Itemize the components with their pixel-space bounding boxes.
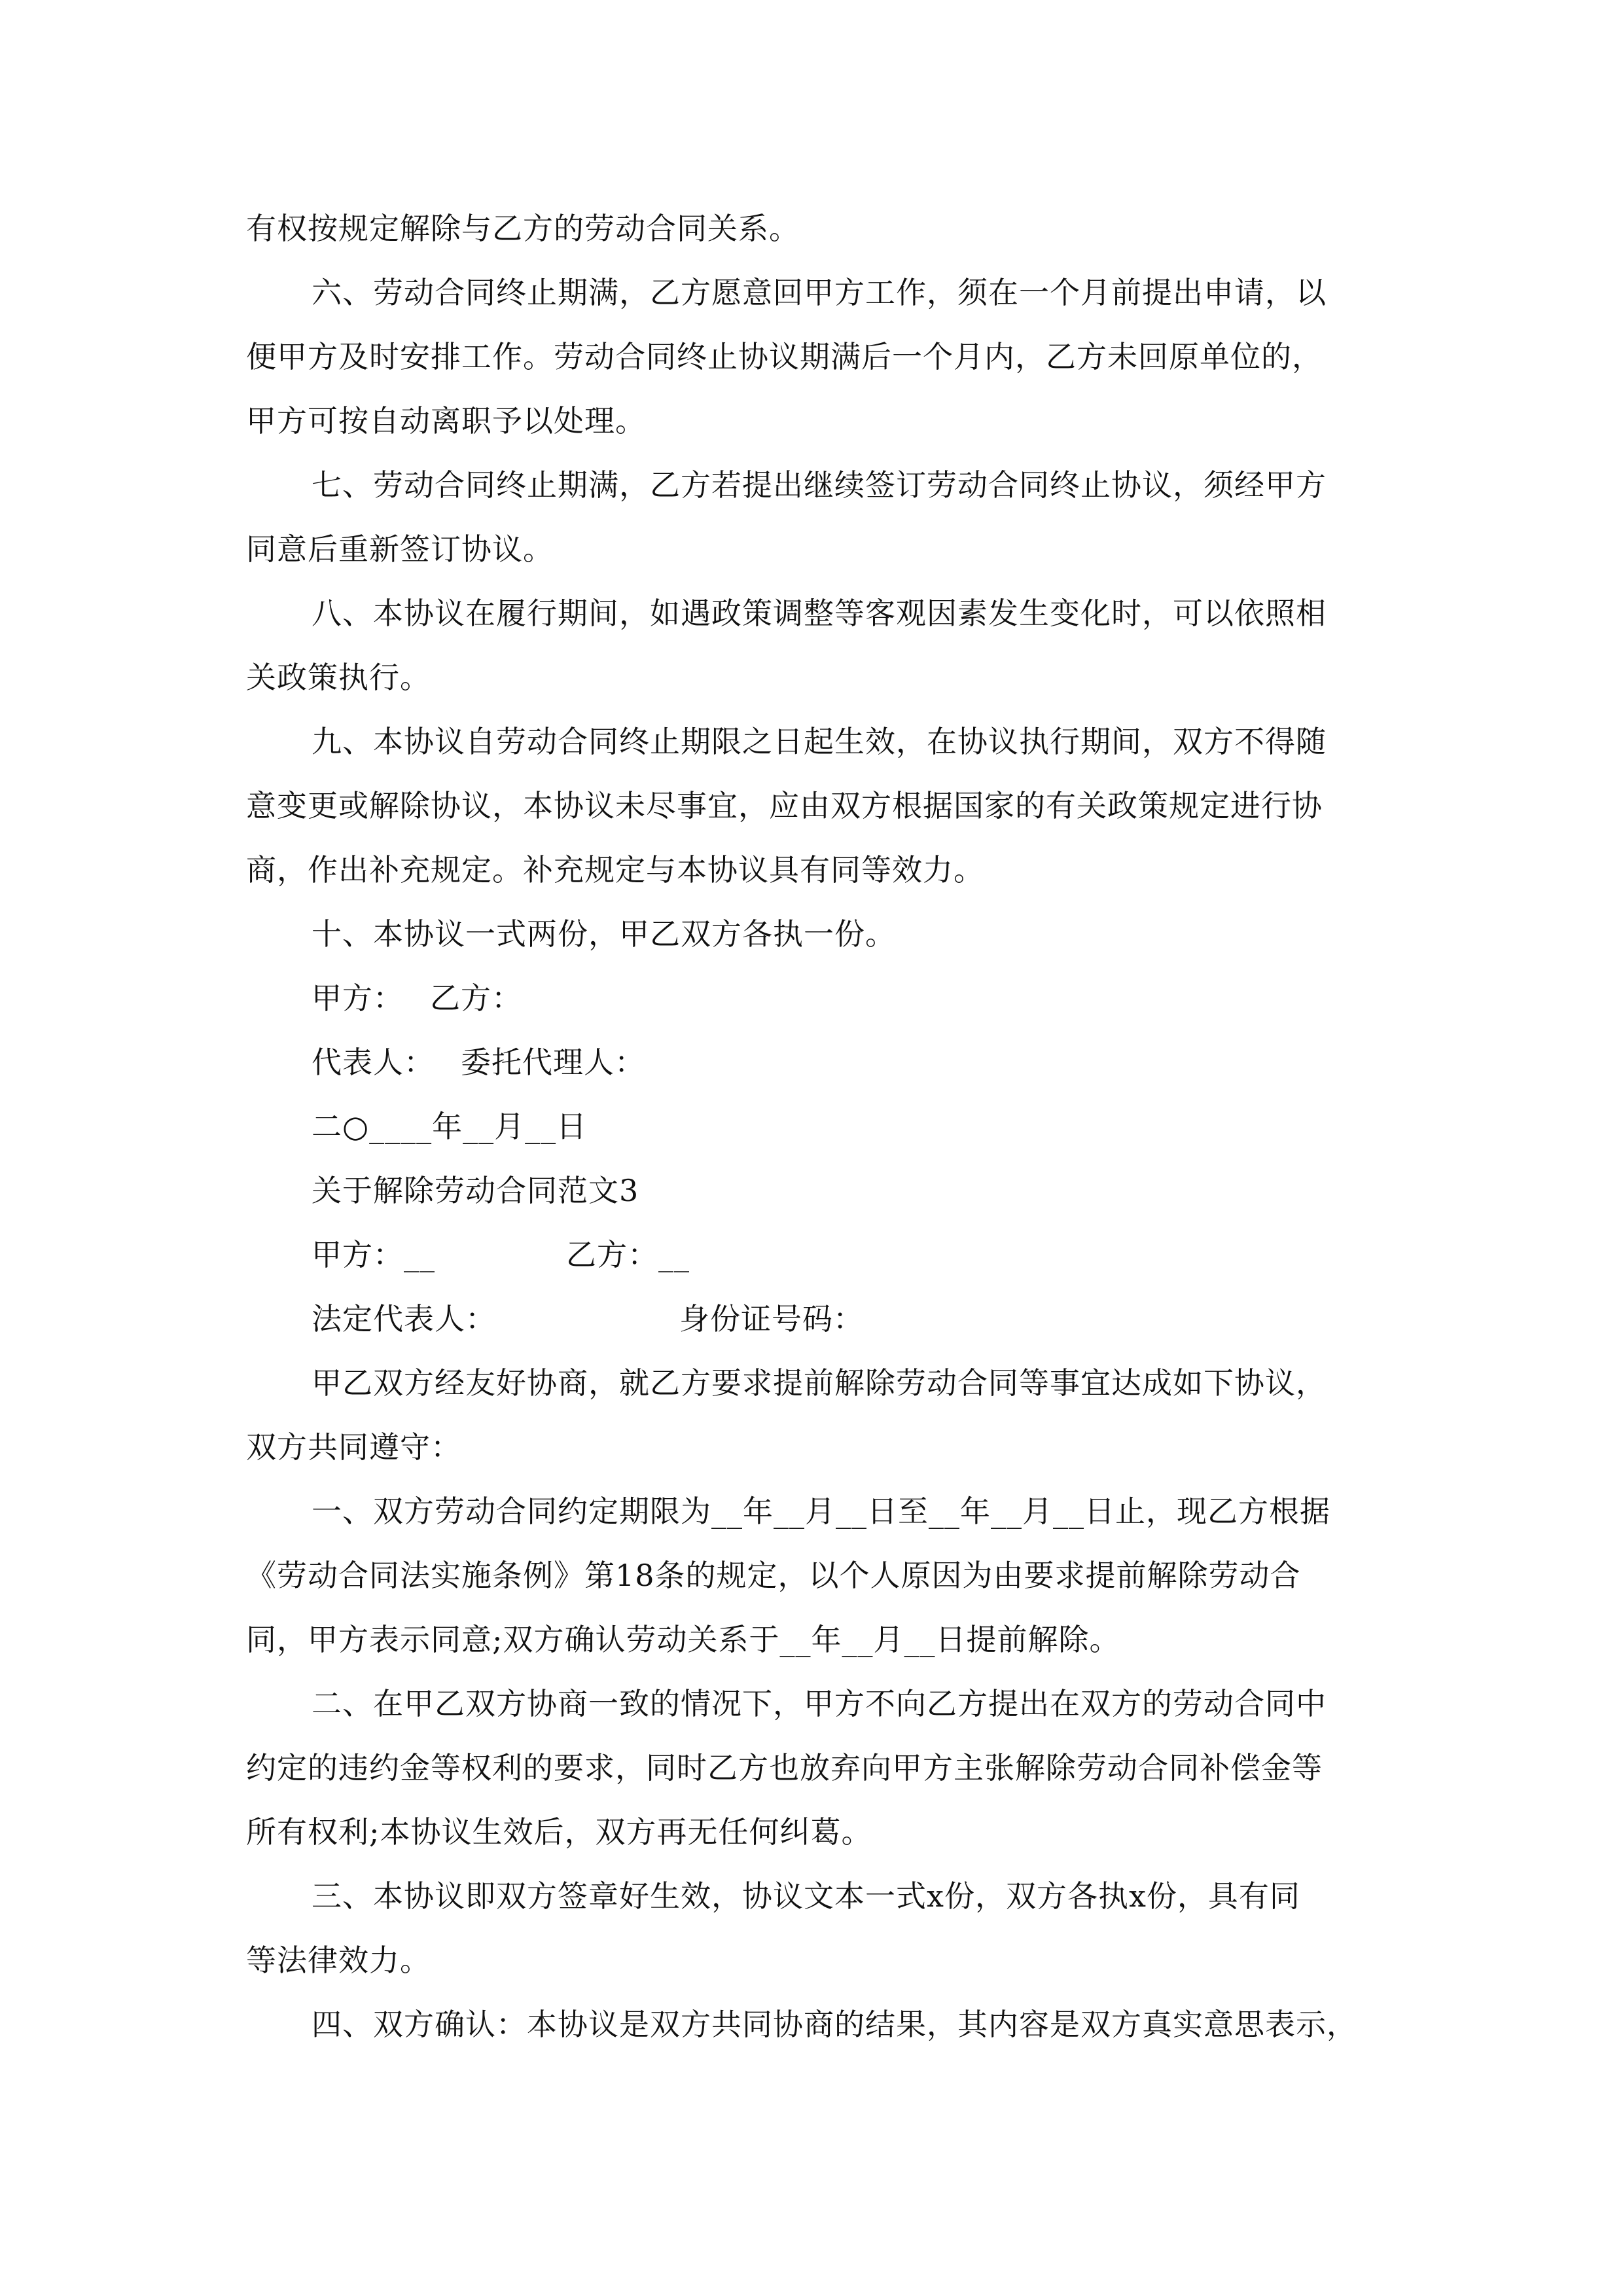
paragraph-line: 同，甲方表示同意;双方确认劳动关系于__年__月__日提前解除。 [246, 1622, 1120, 1657]
paragraph-line: 便甲方及时安排工作。劳动合同终止协议期满后一个月内，乙方未回原单位的， [246, 339, 1323, 374]
paragraph-line: 等法律效力。 [246, 1943, 431, 1978]
clause-seven-line: 七、劳动合同终止期满，乙方若提出继续签订劳动合同终止协议，须经甲方 [312, 467, 1327, 503]
paragraph-line: 意变更或解除协议，本协议未尽事宜，应由双方根据国家的有关政策规定进行协 [246, 788, 1323, 823]
header-party-a: 甲方：__ [312, 1237, 435, 1272]
representative-label: 代表人： [312, 1045, 435, 1080]
article-four-line: 四、双方确认：本协议是双方共同协商的结果，其内容是双方真实意思表示， [312, 2007, 1357, 2042]
legal-rep-label: 法定代表人： [312, 1301, 496, 1336]
agent-label: 委托代理人： [461, 1045, 645, 1080]
clause-nine-line: 九、本协议自劳动合同终止期限之日起生效，在协议执行期间，双方不得随 [312, 724, 1327, 759]
sign-representative-row [246, 1030, 1378, 1094]
paragraph-line: 商，作出补充规定。补充规定与本协议具有同等效力。 [246, 852, 984, 888]
paragraph-line: 双方共同遵守： [246, 1429, 461, 1465]
sign-party-row [246, 966, 1378, 1030]
header-party-b: 乙方：__ [566, 1237, 690, 1272]
header-party-row [246, 1223, 1378, 1287]
party-b-label: 乙方： [430, 980, 522, 1016]
clause-eight-line: 八、本协议在履行期间，如遇政策调整等客观因素发生变化时，可以依照相 [312, 596, 1327, 631]
paragraph-line: 约定的违约金等权利的要求，同时乙方也放弃向甲方主张解除劳动合同补偿金等 [246, 1750, 1323, 1785]
document-body [246, 196, 1378, 2056]
party-a-label: 甲方： [312, 980, 404, 1016]
agreement-intro-line: 甲乙双方经友好协商，就乙方要求提前解除劳动合同等事宜达成如下协议， [312, 1365, 1327, 1401]
clause-ten-line: 十、本协议一式两份，甲乙双方各执一份。 [312, 916, 896, 952]
id-number-label: 身份证号码： [679, 1301, 864, 1336]
section-title: 关于解除劳动合同范文3 [312, 1173, 639, 1208]
paragraph-line: 甲方可按自动离职予以处理。 [246, 403, 646, 439]
sign-date: 二○____年__月__日 [312, 1109, 588, 1144]
paragraph-line: 《劳动合同法实施条例》第18条的规定，以个人原因为由要求提前解除劳动合 [246, 1558, 1301, 1593]
header-id-row [246, 1287, 1378, 1351]
paragraph-line: 关政策执行。 [246, 660, 431, 695]
paragraph-line: 有权按规定解除与乙方的劳动合同关系。 [246, 211, 800, 246]
article-two-line: 二、在甲乙双方协商一致的情况下，甲方不向乙方提出在双方的劳动合同中 [312, 1686, 1327, 1721]
paragraph-line: 同意后重新签订协议。 [246, 531, 554, 567]
article-one-line: 一、双方劳动合同约定期限为__年__月__日至__年__月__日止，现乙方根据 [312, 1494, 1330, 1529]
paragraph-line: 所有权利;本协议生效后，双方再无任何纠葛。 [246, 1814, 872, 1850]
article-three-line: 三、本协议即双方签章好生效，协议文本一式x份，双方各执x份，具有同 [312, 1878, 1300, 1914]
clause-six-line: 六、劳动合同终止期满，乙方愿意回甲方工作，须在一个月前提出申请，以 [312, 275, 1327, 310]
